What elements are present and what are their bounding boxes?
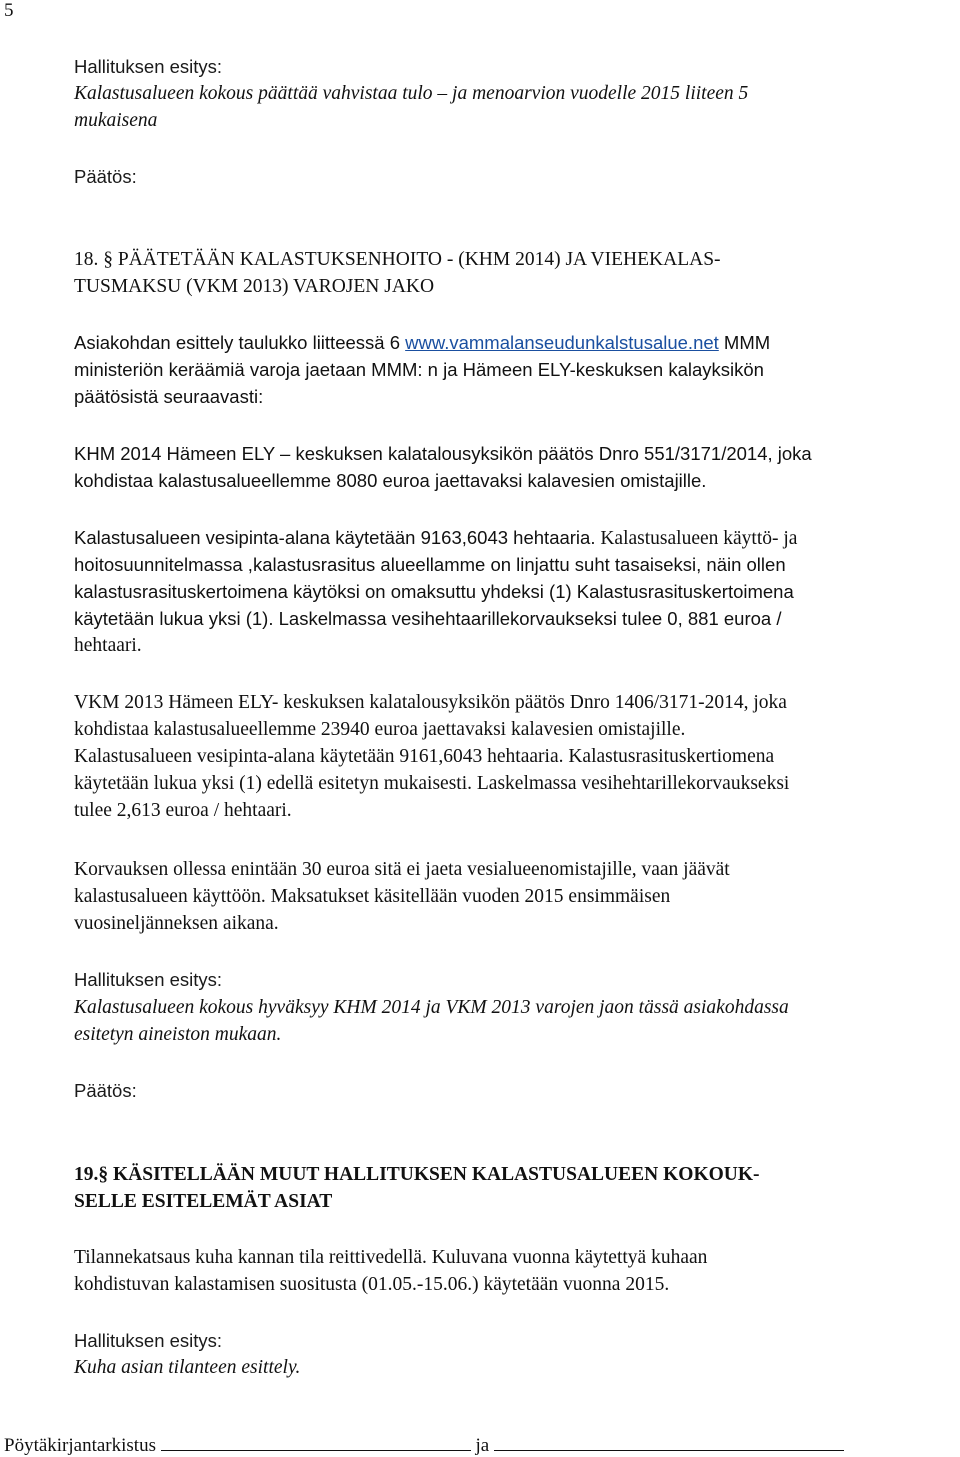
item18-section-mark: §	[103, 249, 113, 270]
khm-area-text: Kalastusalueen vesipinta-alana käytetään 9163,6043 hehtaaria.	[74, 527, 596, 548]
item18-proposal-label: Hallituksen esitys:	[74, 969, 223, 990]
item17-proposal-line1: Kalastusalueen kokous päättää vahvistaa tulo – ja menoarvion vuodelle 2015 liiteen 5	[74, 83, 749, 104]
comp-line3: vuosineljänneksen aikana.	[74, 913, 279, 934]
item17-decision-label: Päätös:	[74, 166, 137, 187]
comp-line2: kalastusalueen käyttöön. Maksatukset käsitellään vuoden 2015 ensimmäisen	[74, 886, 671, 907]
item18-heading-line1	[74, 246, 944, 273]
item19-heading-line2: SELLE ESITELEMÄT ASIAT	[74, 1191, 333, 1212]
khm-line1: KHM 2014 Hämeen ELY – keskuksen kalatalousyksikön päätös Dnro 551/3171/2014, joka	[74, 443, 812, 464]
item19-title-line1: KÄSITELLÄÄN MUUT HALLITUKSEN KALASTUSALUEEN KOKOUK-	[113, 1164, 760, 1185]
item18-number: 18.	[74, 249, 99, 270]
item18-title-line1: PÄÄTETÄÄN KALASTUKSENHOITO - (KHM 2014) JA VIEHEKALAS-	[117, 249, 721, 270]
footer-signature	[4, 1432, 844, 1457]
item18-proposal-line1: Kalastusalueen kokous hyväksyy KHM 2014 ja VKM 2013 varojen jaon tässä asiakohdassa	[74, 997, 789, 1018]
khm-line5: kalastusrasituskertoimena käytöksi on omaksuttu yhdeksi (1) Kalastusrasituskertoimena	[74, 581, 794, 602]
item18-proposal-line2: esitetyn aineiston mukaan.	[74, 1024, 282, 1045]
item19-body-line1: Tilannekatsaus kuha kannan tila reittivedellä. Kuluvana vuonna käytettyä kuhaan	[74, 1247, 708, 1268]
item19-number: 19.	[74, 1164, 99, 1185]
vkm-line4: käytetään lukua yksi (1) edellä esitetyn mukaisesti. Laskelmassa vesihehtarillekorvaukseksi	[74, 773, 790, 794]
item19-proposal-line1: Kuha asian tilanteen esittely.	[74, 1357, 301, 1378]
khm-line7: hehtaari.	[74, 635, 142, 656]
vkm-line2: kohdistaa kalastusalueellemme 23940 euroa jaettavaksi kalavesien omistajille.	[74, 719, 686, 740]
item17-proposal-label: Hallituksen esitys:	[74, 56, 223, 77]
footer-conjunction: ja	[475, 1435, 490, 1456]
khm-line2: kohdistaa kalastusalueellemme 8080 euroa jaettavaksi kalavesien omistajille.	[74, 470, 707, 491]
signature-line-2	[494, 1432, 844, 1451]
item19-proposal-label: Hallituksen esitys:	[74, 1330, 223, 1351]
signature-line-1	[161, 1432, 471, 1451]
item19-heading-line1	[74, 1161, 944, 1188]
footer-label: Pöytäkirjantarkistus	[4, 1435, 156, 1456]
item19-body-line2: kohdistuvan kalastamisen suositusta (01.05.-15.06.) käytetään vuonna 2015.	[74, 1274, 670, 1295]
item18-intro-prefix: Asiakohdan esittely taulukko liitteessä 6	[74, 332, 406, 353]
page-number: 5	[4, 0, 14, 21]
item18-heading-line2: TUSMAKSU (VKM 2013) VAROJEN JAKO	[74, 276, 435, 297]
item18-intro-link[interactable]: www.vammalanseudunkalstusalue.net	[405, 332, 719, 353]
vkm-line1: VKM 2013 Hämeen ELY- keskuksen kalatalousyksikön päätös Dnro 1406/3171-2014, joka	[74, 692, 787, 713]
khm-line3	[74, 524, 944, 552]
item18-intro-line2: ministeriön keräämiä varoja jaetaan MMM: n ja Hämeen ELY-keskuksen kalayksikön	[74, 359, 764, 380]
item18-decision-label: Päätös:	[74, 1080, 137, 1101]
vkm-line3: Kalastusalueen vesipinta-alana käytetään 9161,6043 hehtaaria. Kalastusrasituskertiomena	[74, 746, 775, 767]
item18-intro-line1	[74, 329, 944, 357]
vkm-line5: tulee 2,613 euroa / hehtaari.	[74, 800, 292, 821]
comp-line1: Korvauksen ollessa enintään 30 euroa sitä ei jaeta vesialueenomistajille, vaan jäävät	[74, 859, 730, 880]
khm-line6: käytetään lukua yksi (1). Laskelmassa vesihehtaarillekorvaukseksi tulee 0, 881 euroa /	[74, 608, 782, 629]
item18-intro-line3: päätösistä seuraavasti:	[74, 386, 264, 407]
item18-intro-suffix: MMM	[718, 332, 771, 353]
khm-area-continuation: Kalastusalueen käyttö- ja	[595, 528, 798, 549]
khm-line4: hoitosuunnitelmassa ,kalastusrasitus alueellamme on linjattu suht tasaiseksi, näin ollen	[74, 554, 786, 575]
item17-proposal-line2: mukaisena	[74, 110, 158, 131]
item19-section-mark: §	[98, 1164, 109, 1185]
